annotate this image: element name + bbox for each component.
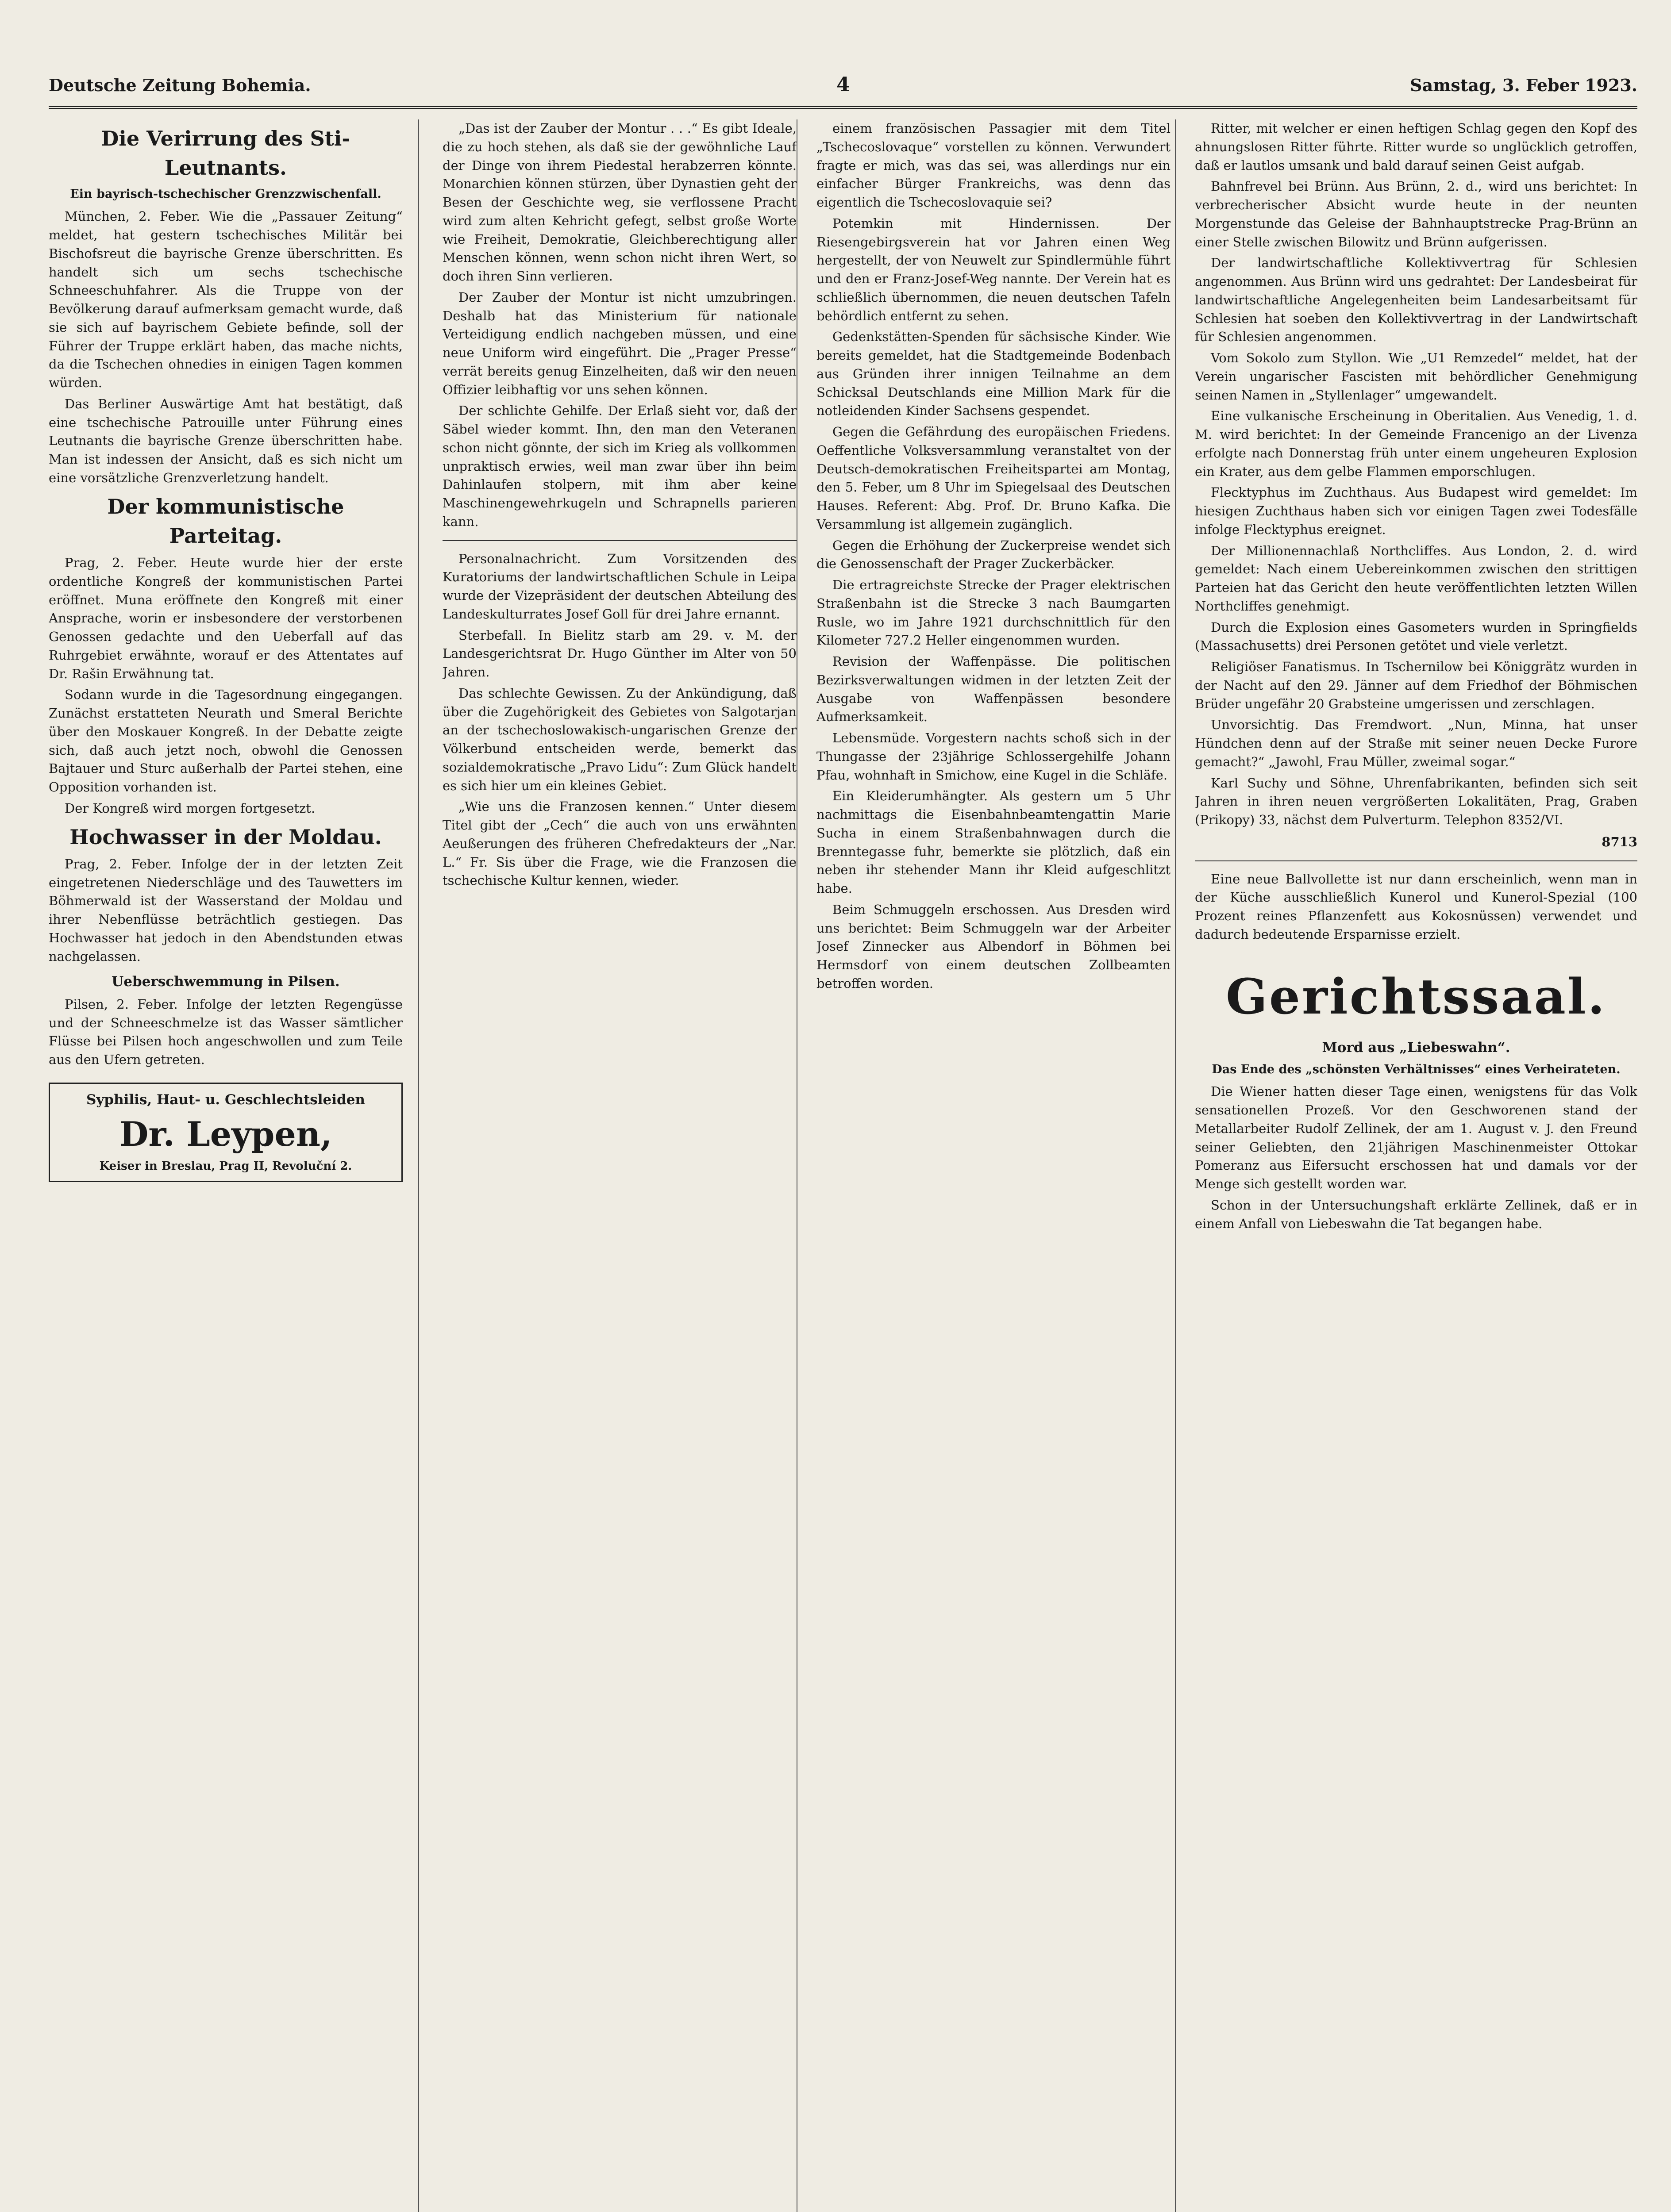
issue-date: Samstag, 3. Feber 1923. bbox=[1410, 75, 1637, 95]
article-paragraph: Prag, 2. Feber. Infolge der in der letzten Zeit eingetretenen Niederschläge und des Tauwetters im Böhmerwald ist der Wasserstand der Moldau und ihrer Nebenflüsse beträchtlich gestiegen. Das Hochwasser hat jedoch in den Abendstunden etwas nachgelassen. bbox=[49, 856, 403, 964]
ad-number: 8713 bbox=[1602, 834, 1637, 849]
column-3 bbox=[816, 119, 1170, 2212]
article-paragraph: Flecktyphus im Zuchthaus. Aus Budapest wird gemeldet: Im hiesigen Zuchthaus haben sich vor einigen Tagen zwei Todesfälle infolge Flecktyphus ereignet. bbox=[1195, 485, 1637, 537]
section-title: Gerichtssaal. bbox=[1226, 968, 1606, 1025]
article-paragraph: Der Kongreß wird morgen fortgesetzt. bbox=[65, 800, 316, 816]
article-subheadline: Das Ende des „schönsten Verhältnisses“ eines Verheirateten. bbox=[1212, 1062, 1621, 1076]
article-paragraph: Potemkin mit Hindernissen. Der Riesengebirgsverein hat vor Jahren einen Weg hergestellt, der von Neuwelt zur Spindlermühle führt und den er Franz-Josef-Weg nannte. Der Verein hat es schließlich übernommen, die neuen deutschen Tafeln behördlich entfernt zu sehen. bbox=[816, 215, 1170, 323]
divider bbox=[443, 540, 797, 541]
column-2 bbox=[443, 119, 797, 2212]
article-paragraph: Der Zauber der Montur ist nicht umzubringen. Deshalb hat das Ministerium für nationale Verteidigung endlich nachgeben müssen, und eine neue Uniform wird eingeführt. Die „Prager Presse“ verrät bereits genug Einzelheiten, daß wir den neuen Offizier leibhaftig vor uns sehen können. bbox=[443, 289, 797, 397]
article-paragraph: „Das ist der Zauber der Montur . . .“ Es gibt Ideale, die zu hoch stehen, als daß sie der gewöhnliche Lauf der Dinge von ihrem Piedestal herabzerren könnte. Monarchien können stürzen, über Dynastien geht der Besen der Geschichte weg, sie verflossene Pracht wird zum alten Kehricht gefegt, selbst große Worte wie Freiheit, Demokratie, Gleichberechtigung aller Menschen können, wenn schon nicht ihren Wert, so doch ihren Sinn verlieren. bbox=[443, 121, 797, 284]
article-paragraph: Ein Kleiderumhängter. Als gestern um 5 Uhr nachmittags die Eisenbahnbeamtengattin Marie Sucha in einem Straßenbahnwagen durch die Brenntegasse fuhr, bemerkte sie plötzlich, daß ein neben ihr stehender Mann ihr Kleid aufgeschlitzt habe. bbox=[816, 788, 1170, 896]
column-rule bbox=[1175, 119, 1176, 2212]
article-paragraph: Schon in der Untersuchungshaft erklärte Zellinek, daß er in einem Anfall von Liebeswahn die Tat begangen habe. bbox=[1195, 1197, 1637, 1231]
article-paragraph: Eine vulkanische Erscheinung in Oberitalien. Aus Venedig, 1. d. M. wird berichtet: In der Gemeinde Francenigo an der Livenza erfolgte nach Donnerstag früh unter einem ungeheuren Explosion ein Krater, aus dem gelbe Flammen emporschlugen. bbox=[1195, 408, 1637, 479]
column-4 bbox=[1195, 119, 1637, 2212]
article-paragraph: Das Berliner Auswärtige Amt hat bestätigt, daß eine tschechische Patrouille unter Führung eines Leutnants die bayrische Grenze überschritten habe. Man ist indessen der Ansicht, daß es sich nicht um eine vorsätzliche Grenzverletzung handelt. bbox=[49, 396, 403, 485]
page-number: 4 bbox=[836, 73, 850, 96]
article-paragraph: Unvorsichtig. Das Fremdwort. „Nun, Minna, hat unser Hündchen denn auf der Straße mit seiner neuen Decke Furore gemacht?“ „Jawohl, Frau Müller, zweimal sogar.“ bbox=[1195, 717, 1637, 769]
article-paragraph: Durch die Explosion eines Gasometers wurden in Springfields (Massachusetts) drei Personen getötet und viele verletzt. bbox=[1195, 619, 1637, 653]
article-paragraph: Die ertragreichste Strecke der Prager elektrischen Straßenbahn ist die Strecke 3 nach Baumgarten Rusle, wo im Jahre 1921 durchschnittlich für den Kilometer 727.2 Heller eingenommen wurden. bbox=[816, 577, 1170, 648]
article-paragraph: Beim Schmuggeln erschossen. Aus Dresden wird uns berichtet: Beim Schmuggeln war der Arbeiter Josef Zinnecker aus Albendorf in Böhmen bei Hermsdorf von einem deutschen Zollbeamten betroffen worden. bbox=[816, 902, 1170, 991]
article-headline: Ueberschwemmung in Pilsen. bbox=[112, 974, 340, 990]
article-paragraph: einem französischen Passagier mit dem Titel „Tschecoslovaque“ vorstellen zu können. Verwundert fragte er mich, was das sei, was allerdings nur ein einfacher Bürger Frankreichs, was denn das eigentlich die Tschecoslovaquie sei? bbox=[816, 121, 1170, 210]
advertisement-text: Eine neue Ballvollette ist nur dann erscheinlich, wenn man in der Küche ausschließlich Kunerol und Kunerol-Spezial (100 Prozent reines Pflanzenfett aus Kokosnüssen) verwendet und dadurch bedeutende Ersparnisse erzielt. bbox=[1195, 871, 1637, 942]
article-paragraph: Das schlechte Gewissen. Zu der Ankündigung, daß über die Zugehörigkeit des Gebietes von Salgotarjan an der tschechoslowakisch-ungarischen Grenze der Völkerbund entscheiden werde, bemerkt das sozialdemokratische „Pravo Lidu“: Zum Glück handelt es sich hier um ein kleines Gebiet. bbox=[443, 685, 797, 793]
ad-heading: Syphilis, Haut- u. Geschlechtsleiden bbox=[86, 1091, 365, 1108]
article-headline: Die Verirrung des Sti-Leutnants. bbox=[101, 127, 350, 180]
advertisement-text: Karl Suchy und Söhne, Uhrenfabrikanten, befinden sich seit Jahren in ihren neuen vergrößerten Lokalitäten, Prag, Graben (Prikopy) 33, nächst dem Pulverturm. Telephon 8352/VI. bbox=[1195, 775, 1637, 827]
column-rule bbox=[418, 119, 419, 2212]
article-paragraph: Religiöser Fanatismus. In Tschernilow bei Königgrätz wurden in der Nacht auf den 29. Jänner auf dem Friedhof der Böhmischen Brüder ungefähr 20 Grabsteine umgerissen und zerschlagen. bbox=[1195, 659, 1637, 711]
article-paragraph: Der Millionennachlaß Northcliffes. Aus London, 2. d. wird gemeldet: Nach einem Uebereinkommen zwischen den strittigen Parteien hat das Gericht den heute veröffentlichten letzten Willen Northcliffes genehmigt. bbox=[1195, 543, 1637, 614]
article-paragraph: München, 2. Feber. Wie die „Passauer Zeitung“ meldet, hat gestern tschechisches Militär bei Bischofsreut die bayrische Grenze überschritten. Es handelt sich um sechs tschechische Schneeschuhfahrer. Als die Truppe von der Bevölkerung darauf aufmerksam gemacht wurde, daß sie sich auf bayrischem Gebiete befinde, soll der Führer der Truppe erklärt haben, das mache nichts, da die Tschechen ohnedies in einigen Tagen kommen würden. bbox=[49, 209, 403, 391]
article-paragraph: Revision der Waffenpässe. Die politischen Bezirksverwaltungen widmen in der letzten Zeit der Ausgabe von Waffenpässen besondere Aufmerksamkeit. bbox=[816, 654, 1170, 725]
paper-name: Deutsche Zeitung Bohemia. bbox=[49, 75, 311, 95]
article-paragraph: Vom Sokolo zum Styllon. Wie „U1 Remzedel“ meldet, hat der Verein ungarischer Fascisten mit behördlicher Genehmigung seinen Namen in „Styllenlager“ umgewandelt. bbox=[1195, 350, 1637, 403]
article-paragraph: Prag, 2. Feber. Heute wurde hier der erste ordentliche Kongreß der kommunistischen Partei eröffnet. Muna eröffnete den Kongreß mit einer Ansprache, worin er insbesondere der verstorbenen Genossen gedachte und den Ueberfall auf das Ruhrgebiet erwähnte, worauf er des Attentates auf Dr. Rašin Erwähnung tat. bbox=[49, 555, 403, 681]
article-paragraph: Sterbefall. In Bielitz starb am 29. v. M. der Landesgerichtsrat Dr. Hugo Günther im Alter von 50 Jahren. bbox=[443, 627, 797, 680]
advertisement bbox=[49, 1083, 403, 1183]
article-paragraph: Bahnfrevel bei Brünn. Aus Brünn, 2. d., wird uns berichtet: In verbrecherischer Absicht wurde heute in der neunten Morgenstunde das Geleise der Bahnhauptstrecke Prag-Brünn an einer Stelle zwischen Bilowitz und Brünn aufgerissen. bbox=[1195, 179, 1637, 250]
article-paragraph: Gedenkstätten-Spenden für sächsische Kinder. Wie bereits gemeldet, hat die Stadtgemeinde Bodenbach aus Gründen ihrer innigen Teilnahme an dem Schicksal Deutschlands eine Million Mark für die notleidenden Kinder Sachsens gespendet. bbox=[816, 329, 1170, 419]
article-paragraph: Der landwirtschaftliche Kollektivvertrag für Schlesien angenommen. Aus Brünn wird uns gedrahtet: Der Landesbeirat für landwirtschaftliche Angelegenheiten beim Landesarbeitsamt für Schlesien hat soeben den Kollektivvertrag in der Landwirtschaft für Schlesien angenommen. bbox=[1195, 255, 1637, 345]
article-paragraph: Sodann wurde in die Tagesordnung eingegangen. Zunächst erstatteten Neurath und Smeral Berichte über den Moskauer Kongreß. In der Debatte zeigte sich, daß auch jetzt noch, obwohl die Genossen Bajtauer und Sturc außerhalb der Partei stehen, eine Opposition vorhanden ist. bbox=[49, 687, 403, 795]
article-headline: Hochwasser in der Moldau. bbox=[69, 825, 382, 849]
divider bbox=[1195, 860, 1637, 861]
article-headline: Der kommunistische Parteitag. bbox=[107, 494, 344, 548]
article-paragraph: Pilsen, 2. Feber. Infolge der letzten Regengüsse und der Schneeschmelze ist das Wasser sämtlicher Flüsse bei Pilsen hoch angeschwollen und zum Teile aus den Ufern getreten. bbox=[49, 996, 403, 1068]
ad-name: Dr. Leypen, bbox=[119, 1114, 332, 1154]
article-paragraph: Personalnachricht. Zum Vorsitzenden des Kuratoriums der landwirtschaftlichen Schule in Leipa wurde der Vizepräsident der deutschen Abteilung des Landeskulturrates Josef Goll für drei Jahre ernannt. bbox=[443, 551, 797, 622]
article-paragraph: Ritter, mit welcher er einen heftigen Schlag gegen den Kopf des ahnungslosen Ritter führte. Ritter wurde so unglücklich getroffen, daß er lautlos umsank und bald darauf seinen Geist aufgab. bbox=[1195, 121, 1637, 173]
article-paragraph: „Wie uns die Franzosen kennen.“ Unter diesem Titel gibt der „Cech“ die auch von uns erwähnten Aeußerungen des früheren Chefredakteurs der „Nar. L.“ Fr. Sis über die Frage, wie die Franzosen die tschechische Kultur kennen, wieder. bbox=[443, 799, 797, 888]
article-paragraph: Lebensmüde. Vorgestern nachts schoß sich in der Thungasse der 23jährige Schlossergehilfe Johann Pfau, wohnhaft in Smichow, eine Kugel in die Schläfe. bbox=[816, 730, 1170, 783]
article-paragraph: Die Wiener hatten dieser Tage einen, wenigstens für das Volk sensationellen Prozeß. Vor den Geschworenen stand der Metallarbeiter Rudolf Zellinek, der am 1. August v. J. den Freund seiner Geliebten, den 21jährigen Maschinenmeister Ottokar Pomeranz aus Eifersucht erschossen hat und damals vor der Menge sich gestellt worden war. bbox=[1195, 1084, 1637, 1192]
article-paragraph: Gegen die Erhöhung der Zuckerpreise wendet sich die Genossenschaft der Prager Zuckerbäcker. bbox=[816, 538, 1170, 572]
article-subheadline: Ein bayrisch-tschechischer Grenzzwischenfall. bbox=[70, 187, 381, 201]
article-paragraph: Gegen die Gefährdung des europäischen Friedens. Oeffentliche Volksversammlung veranstaltet von der Deutsch-demokratischen Freiheitspartei am Montag, den 5. Feber, um 8 Uhr im Spiegelsaal des Deutschen Hauses. Referent: Abg. Prof. Dr. Bruno Kafka. Die Versammlung ist allgemein zugänglich. bbox=[816, 424, 1170, 532]
column-1 bbox=[49, 119, 403, 2212]
ad-address: Keiser in Breslau, Prag II, Revoluční 2. bbox=[99, 1159, 352, 1173]
masthead bbox=[49, 71, 1637, 109]
article-paragraph: Der schlichte Gehilfe. Der Erlaß sieht vor, daß der Säbel wieder kommt. Ihn, den man den Veteranen schon nicht gönnte, der sich im Krieg als vollkommen unpraktisch erwies, weil man zwar über ihn beim Dahinlaufen stolpern, mit ihm aber keine Maschinengewehrkugeln und Schrapnells parieren kann. bbox=[443, 403, 797, 529]
article-headline: Mord aus „Liebeswahn“. bbox=[1322, 1039, 1510, 1056]
